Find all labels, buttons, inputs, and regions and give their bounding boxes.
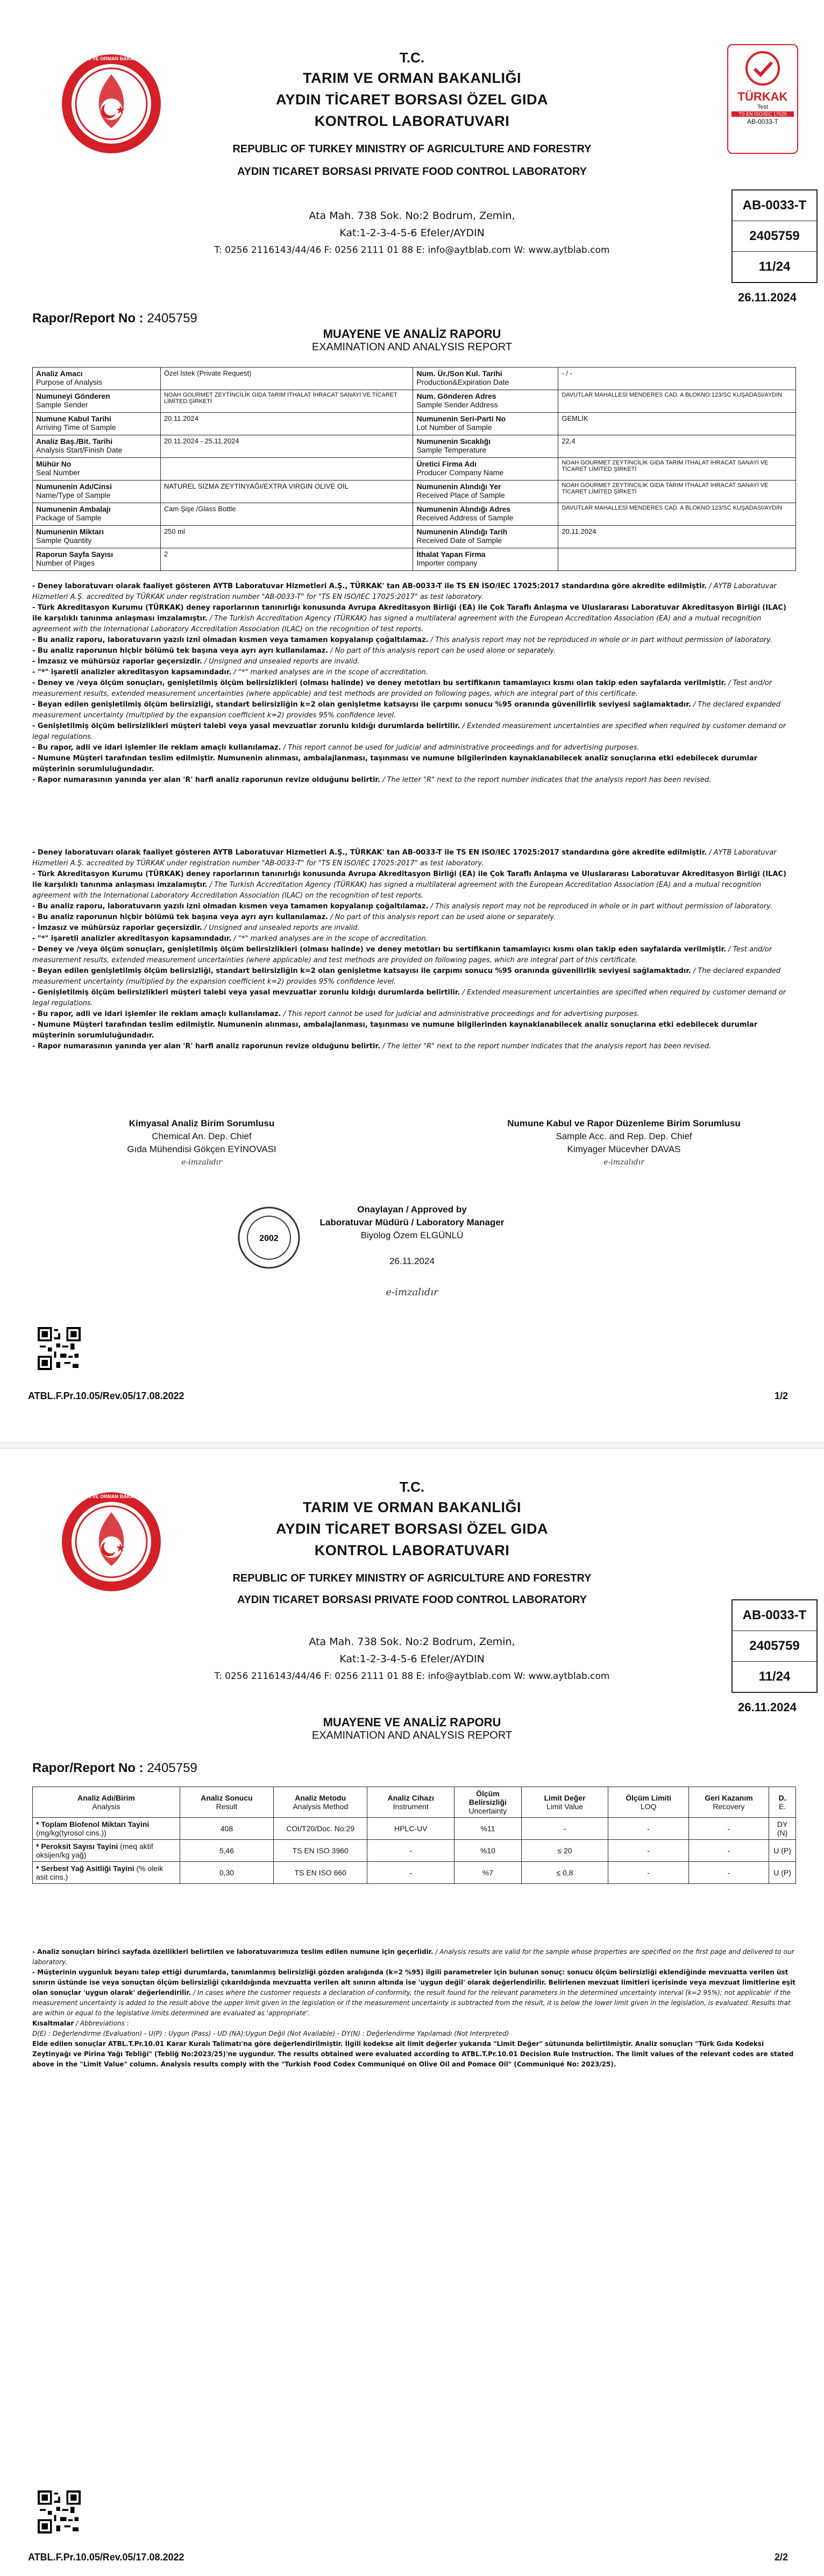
info-label-en: Name/Type of Sample [36,491,111,499]
page-number: 2/2 [775,2552,789,2563]
info-label [33,458,161,481]
info-label-tr: Numunenin Adı/Cinsi [36,482,112,491]
note-en: / Unsigned and unsealed reports are invalid. [202,924,360,932]
results-row [33,1840,796,1862]
analysis-unit: (mg/kg(tyrosol cins.)) [36,1829,106,1837]
note-tr: - Türk Akreditasyon Kurumu (TÜRKAK) deney raporlarının tanınırlığı konusunda Avrupa Akreditasyon Birliği (EA) ile Çok Taraflı Anlaşma ve Uluslararası Laboratuvar Akreditasyon Birliği (ILAC) ile karşılıklı tanınma anlaşması imzalamıştır. [32,870,786,889]
form-code: ATBL.F.Pr.10.05/Rev.05/17.08.2022 [28,1391,184,1401]
note-en: / "*" marked analyses are in the scope of accreditation. [231,935,428,943]
info-label-en: Importer company [416,559,478,567]
info-label [413,503,558,526]
info-value: NOAH GOURMET ZEYTİNCİLİK GIDA TARIM İTHALAT İHRACAT SANAYİ VE TİCARET LİMİTED ŞİRKETİ [558,458,796,481]
result-limit: - [521,1818,608,1840]
info-label-tr: Analiz Amacı [36,369,83,378]
svg-text:2002: 2002 [259,1234,279,1243]
info-label [33,413,161,435]
result-rec: - [688,1840,769,1862]
note-tr: - Bu rapor, adli ve idari işlemler ile reklam amaçlı kullanılamaz. [32,744,281,752]
note-en: / This analysis report may not be reproduced in whole or in part without permission of laboratory. [428,902,772,911]
note-line [32,987,796,1009]
header-lab-en: AYDIN TICARET BORSASI PRIVATE FOOD CONTROL LABORATORY [237,1594,587,1606]
note-tr: - Numune Müşteri tarafından teslim edilmiştir. Numunenin alınması, ambalajlanması, taşınması ve numune bilgilerinden kaynaklanabilecek analiz sonuçlarına etki edebilecek durumlar müşterinin sorumluluğundadır. [32,754,758,773]
info-label-tr: Numunenin Sıcaklığı [416,437,491,446]
result-loq: - [608,1818,688,1840]
report-no-box: 2405759 [733,1631,816,1661]
svg-text:TARIM VE ORMAN BAKANLIĞI: TARIM VE ORMAN BAKANLIĞI [76,56,147,61]
analysis-title: * Toplam Biofenol Miktarı Tayini [36,1820,150,1829]
result-limit: ≤ 20 [521,1840,608,1862]
id-box [731,189,818,283]
note-line [32,869,796,901]
note-tr: - Rapor numarasının yanında yer alan 'R' harfi analiz raporunun revize olduğunu belirtir. [32,776,380,784]
results-header-en: Analysis [92,1802,120,1811]
analysis-title: * Serbest Yağ Asitliği Tayini [36,1864,134,1873]
info-label-en: Purpose of Analysis [36,378,102,386]
address-line-2: Kat:1-2-3-4-5-6 Efeler/AYDIN [339,1653,485,1665]
results-header-tr: Limit Değer [544,1794,586,1802]
results-header [769,1787,796,1818]
note-line [32,934,796,944]
info-label-en: Analysis Start/Finish Date [36,446,123,454]
info-label [413,413,558,435]
results-header-en: Instrument [393,1802,429,1811]
note-en: / This analysis report may not be reproduced in whole or in part without permission of laboratory. [428,636,772,644]
note-tr: - Beyan edilen genişletilmiş ölçüm belirsizliği, standart belirsizliğin k=2 olan genişletme katsayısı ile çarpımı sonucu %95 oranında güvenilirlik seviyesi sağlamaktadır. [32,967,691,975]
info-label-tr: Numunenin Alındığı Yer [416,482,501,491]
note-line [32,2029,796,2039]
info-label-en: Arriving Time of Sample [36,423,116,432]
info-value: Özel İstek (Private Request) [160,368,413,390]
note-line [32,944,796,966]
info-label-en: Sample Sender Address [416,400,498,409]
results-header-tr: Ölçüm Limiti [626,1794,671,1802]
header-tc: T.C. [399,50,425,66]
info-value: DAVUTLAR MAHALLESİ MENDERES CAD. A BLOKNO:123/SC KUŞADASI/AYDIN [558,503,796,526]
result-loq: - [608,1862,688,1884]
result-instrument: - [367,1862,454,1884]
result-instrument: - [367,1840,454,1862]
note-tr: Elde edilen sonuçlar ATBL.T.Pr.10.01 Karar Kuralı Talimatı'na göre değerlendirilmiştir. İlgili kodekse ait limit değerler yukarıda "Limit Değer" sütununda belirtilmiştir. Analiz sonuçları "Türk Gıda Kodeksi Zeytinyağı ve Pirina Yağı Tebliği" (Tebliğ No:2023/25)'ne uygundur. The results obtained were evaluated according to ATBL.T.Pr.10.01 Decision Rule Instruction. The limit values of the relevant codes are stated above in the "Limit Value" column. Analysis results comply with the "Turkish Food Codex Communiqué on Olive Oil and Pomace Oil" (Communiqué No: 2023/25). [32,2040,794,2068]
signature-approver: Onaylayan / Approved by Laboratuvar Müdürü / Laboratory Manager Biyolog Özem ELGÜNLÜ 26.11.2024 e-imzalıdır [319,1204,505,1298]
info-label-en: Received Date of Sample [416,536,502,545]
header-tc: T.C. [399,1479,425,1495]
signature-right: Numune Kabul ve Rapor Düzenleme Birim Sorumlusu Sample Acc. and Rep. Dep. Chief Kimyager Mücevher DAVAS e-imzalıdır [507,1118,741,1167]
info-label-tr: Raporun Sayfa Sayısı [36,550,113,559]
results-header-tr: Analiz Metodu [295,1794,346,1802]
results-header [33,1787,180,1818]
info-label-en: Production&Expiration Date [416,378,509,386]
results-row [33,1818,796,1840]
header-lab-en: AYDIN TICARET BORSASI PRIVATE FOOD CONTROL LABORATORY [237,166,587,178]
info-label-tr: Num. Gönderen Adres [416,392,496,400]
info-label-en: Sample Temperature [416,446,487,454]
results-header-tr: Analiz Sonucu [201,1794,253,1802]
note-en: / Extended measurement uncertainties are specified when required by customer demand or legal regulations. [32,722,786,741]
result-limit: ≤ 0,8 [521,1862,608,1884]
info-value: 20.11.2024 [160,413,413,435]
header-ministry-en: REPUBLIC OF TURKEY MINISTRY OF AGRICULTURE AND FORESTRY [232,143,592,155]
address-line-1: Ata Mah. 738 Sok. No:2 Bodrum, Zemin, [309,1636,515,1648]
header-lab-name: AYDIN TİCARET BORSASI ÖZEL GIDA [275,1521,549,1537]
info-value: 250 ml [160,526,413,548]
note-en: / The declared expanded measurement uncertainty (multiplied by the expansion coefficient k=2) provides 95% confidence level. [32,967,781,986]
legal-notes-repeat [32,848,796,1052]
address-line-1: Ata Mah. 738 Sok. No:2 Bodrum, Zemin, [309,210,515,222]
results-header [367,1787,454,1818]
info-label-tr: Üretici Firma Adı [416,460,477,468]
info-label [413,435,558,458]
result-result: 408 [180,1818,273,1840]
note-line [32,2019,796,2029]
result-result: 0,30 [180,1862,273,1884]
note-line [32,721,796,743]
result-rec: - [688,1862,769,1884]
note-en: / This report cannot be used for judicial and administrative proceedings and for advertising purposes. [281,744,640,752]
results-header-en: Result [216,1802,238,1811]
info-value: NATUREL SIZMA ZEYTİNYAĞI/EXTRA VIRGIN OLIVE OIL [160,481,413,503]
qr-code-icon[interactable] [38,2490,81,2533]
report-date: 26.11.2024 [738,1700,797,1714]
info-value: 20.11.2024 [558,526,796,548]
results-header [688,1787,769,1818]
info-label-tr: Numunenin Alındığı Tarih [416,527,508,536]
result-de: U (P) [769,1862,796,1884]
note-tr: - Bu analiz raporunun hiçbir bölümü tek başına veya ayrı ayrı kullanılamaz. [32,647,329,655]
report-number: Rapor/Report No : 2405759 [32,1761,197,1775]
note-line [32,1009,796,1020]
report-title: MUAYENE VE ANALİZ RAPORU EXAMINATION AND ANALYSIS REPORT [311,1716,513,1741]
note-en: / The Turkish Accreditation Agency (TÜRKAK) has signed a multilateral agreement with the European Accreditation Association (EA) and a mutual recognition agreement with the International Laboratory Accreditation Association (ILAC) on the recognition of test reports. [32,615,762,633]
results-header-en: LOQ [640,1802,657,1811]
note-line [32,901,796,912]
note-tr: - Deney ve /veya ölçüm sonuçları, genişletilmiş ölçüm belirsizlikleri (olması halinde) ve deney metotları bu sertifikanın tamamlayıcı kısmı olan takip eden sayfalarda verilmiştir. [32,679,726,687]
info-label [413,526,558,548]
results-header [521,1787,608,1818]
note-en: / Abbreviations : [74,2020,129,2027]
note-en: / AYTB Laboratuvar Hizmetleri A.Ş. accredited by TÜRKAK under registration number "AB-0033-T" for "TS EN ISO/IEC 17025:2017" as test laboratory. [32,849,777,867]
info-value: Cam Şişe /Glass Bottle [160,503,413,526]
info-row [33,503,796,526]
info-label-en: Seal Number [36,468,80,477]
note-line [32,1041,796,1052]
note-tr: - Deney laboratuvarı olarak faaliyet gösteren AYTB Laboratuvar Hizmetleri A.Ş., TÜRKAK' tan AB-0033-T ile TS EN ISO/IEC 17025:2017 standardına göre akredite edilmiştir. [32,849,707,857]
report-no-box: 2405759 [733,221,816,251]
info-label [413,368,558,390]
header-lab-type: KONTROL LABORATUVARI [314,1542,510,1558]
note-en: / The declared expanded measurement uncertainty (multiplied by the expansion coefficient k=2) provides 95% confidence level. [32,701,781,719]
results-header [180,1787,273,1818]
note-tr: - Türk Akreditasyon Kurumu (TÜRKAK) deney raporlarının tanınırlığı konusunda Avrupa Akreditasyon Birliği (EA) ile Çok Taraflı Anlaşma ve Uluslararası Laboratuvar Akreditasyon Birliği (ILAC) ile karşılıklı tanınma anlaşması imzalamıştır. [32,604,786,623]
header-lab-name: AYDIN TİCARET BORSASI ÖZEL GIDA [275,91,549,108]
contact-line: T: 0256 2116143/44/46 F: 0256 2111 01 88 E: info@aytblab.com W: www.aytblab.com [214,1671,610,1682]
analysis-name [33,1862,180,1884]
info-row [33,481,796,503]
note-en: / AYTB Laboratuvar Hizmetleri A.Ş. accredited by TÜRKAK under registration number "AB-0033-T" for "TS EN ISO/IEC 17025:2017" as test laboratory. [32,582,777,601]
turkak-logo: TÜRKAK Test TS EN ISO/IEC 17025 AB-0033-T [727,44,798,154]
qr-code-icon[interactable] [38,1327,81,1370]
note-tr: - Bu analiz raporu, laboratuvarın yazılı izni olmadan kısmen veya tamamen kopyalanıp çoğaltılamaz. [32,902,429,911]
result-instrument: HPLC-UV [367,1818,454,1840]
sample-info-table [32,367,796,571]
info-label-en: Sample Sender [36,400,88,409]
svg-text:TARIM VE ORMAN BAKANLIĞI: TARIM VE ORMAN BAKANLIĞI [76,1494,147,1499]
note-tr: - "*" işaretli analizler akreditasyon kapsamındadır. [32,668,232,676]
results-header-en: Recovery [713,1802,745,1811]
info-label [33,368,161,390]
note-en: / Analysis results are valid for the sample whose properties are specified on the first page and delivered to our laboratory. [32,1948,794,1966]
analysis-title: * Peroksit Sayısı Tayini [36,1842,118,1851]
results-header-en: Limit Value [546,1802,584,1811]
note-line [32,603,796,635]
note-en: / Test and/or measurement results, extended measurement uncertainties (where applicable) and test methods are provided on following pages, which are integral part of this certificate. [32,679,772,698]
results-header [608,1787,688,1818]
result-method: COI/T20/Doc. No:29 [274,1818,367,1840]
info-label-en: Received Address of Sample [416,513,514,522]
header-ministry: TARIM VE ORMAN BAKANLIĞI [303,70,521,86]
info-value: GEMLİK [558,413,796,435]
note-tr: - Beyan edilen genişletilmiş ölçüm belirsizliği, standart belirsizliğin k=2 olan genişletme katsayısı ile çarpımı sonucu %95 oranında güvenilirlik seviyesi sağlamaktadır. [32,701,691,709]
note-en: / No part of this analysis report can be used alone or separately. [328,647,556,655]
note-tr: - Bu rapor, adli ve idari işlemler ile reklam amaçlı kullanılamaz. [32,1010,281,1018]
note-tr: Kısaltmalar [32,2020,74,2027]
note-line [32,646,796,657]
info-label [33,481,161,503]
info-row [33,526,796,548]
note-line [32,678,796,700]
info-label-tr: Numunenin Alındığı Adres [416,505,511,513]
note-line [32,667,796,678]
results-table [32,1787,796,1884]
info-label [413,548,558,571]
info-label-en: Received Place of Sample [416,491,505,499]
note-line [32,1947,796,1967]
results-header-tr: Geri Kazanım [705,1794,753,1802]
info-label-en: Lot Number of Sample [416,423,492,432]
header-ministry-en: REPUBLIC OF TURKEY MINISTRY OF AGRICULTURE AND FORESTRY [232,1572,592,1584]
info-value: NOAH GOURMET ZEYTİNCİLİK GIDA TARIM İTHALAT İHRACAT SANAYİ VE TİCARET LİMİTED ŞİRKETİ [558,481,796,503]
results-header-en: E. [778,1802,786,1811]
accreditation-no: AB-0033-T [742,198,807,213]
note-en: / The letter "R" next to the report number indicates that the analysis report has been revised. [380,776,712,784]
accreditation-no: AB-0033-T [742,1608,807,1622]
info-label-tr: Numuneyi Gönderen [36,392,110,400]
result-method: TS EN ISO 3960 [274,1840,367,1862]
info-row [33,368,796,390]
note-tr: - Rapor numarasının yanında yer alan 'R' harfi analiz raporunun revize olduğunu belirtir. [32,1042,380,1050]
result-unc: %7 [454,1862,521,1884]
note-line [32,743,796,753]
note-en: / In cases where the customer requests a declaration of conformity, the result found for the relevant parameters in the determined uncertainty interval (k=2 95%); not applicable' if the measurement uncertainty is added to the result above the upper limit given in the legislation or if the measurement uncertainty is subtracted from the result, it is below the lower limit given in the legislation, is evaluated. Results that are within or equal to the legislative limits determined are evaluated as 'appropriate'. [32,1989,791,2017]
header-lab-type: KONTROL LABORATUVARI [314,113,510,129]
note-en: / "*" marked analyses are in the scope of accreditation. [231,668,428,676]
note-line [32,912,796,923]
info-label [33,526,161,548]
note-line [32,635,796,646]
note-en: / Test and/or measurement results, extended measurement uncertainties (where applicable) and test methods are provided on following pages, which are integral part of this certificate. [32,945,772,964]
result-de: U (P) [769,1840,796,1862]
analysis-unit: (meq aktif oksijen/kg yağ) [36,1842,153,1859]
info-value: - / - [558,368,796,390]
header-ministry: TARIM VE ORMAN BAKANLIĞI [303,1499,521,1515]
results-header-en: Uncertainty [468,1806,507,1815]
address-line-2: Kat:1-2-3-4-5-6 Efeler/AYDIN [339,227,485,239]
report-date: 26.11.2024 [738,291,797,304]
info-value: 2 [160,548,413,571]
result-method: TS EN ISO 660 [274,1862,367,1884]
note-line [32,581,796,603]
info-row [33,458,796,481]
info-row [33,435,796,458]
report-page-2 [0,1448,824,2576]
note-line [32,966,796,987]
info-label-tr: Numunenin Miktarı [36,527,104,536]
info-label [33,503,161,526]
note-tr: - İmzasız ve mühürsüz raporlar geçersizdir. [32,924,202,932]
page-number: 1/2 [775,1391,789,1401]
note-en: / Extended measurement uncertainties are specified when required by customer demand or legal regulations. [32,989,786,1007]
info-label-tr: Num. Ür./Son Kul. Tarihi [416,369,502,378]
note-en: D(E) : Değerlendirme (Evaluation) - U(P) : Uygun (Pass) - UD (NA):Uygun Değil (Not Available) - DY(N) : Değerlendirme Yapılamadı (Not Interpreted) [32,2030,509,2037]
note-en: / No part of this analysis report can be used alone or separately. [328,913,556,921]
info-row [33,548,796,571]
id-box [731,1599,818,1693]
info-value: 20.11.2024 - 25.11.2024 [160,435,413,458]
signature-left: Kimyasal Analiz Birim Sorumlusu Chemical An. Dep. Chief Gıda Mühendisi Gökçen EYİNOVASI e-imzalıdır [127,1118,276,1167]
result-de: DY (N) [769,1818,796,1840]
contact-line: T: 0256 2116143/44/46 F: 0256 2111 01 88 E: info@aytblab.com W: www.aytblab.com [214,245,610,256]
results-row [33,1862,796,1884]
form-code: ATBL.F.Pr.10.05/Rev.05/17.08.2022 [28,2552,184,2563]
result-loq: - [608,1840,688,1862]
results-header-tr: Ölçüm Belirsizliği [468,1789,507,1806]
results-header [274,1787,367,1818]
note-tr: - İmzasız ve mühürsüz raporlar geçersizdir. [32,658,202,666]
note-tr: - Müşterinin uygunluk beyanı talep ettiği durumlarda, tanımlanmış belirsizliği gözden aralığında (k=2 %95) ilgili parametreler için bulunan sonuç: sonucu ölçüm belirsizliği eklendiğinde mevzuatta verilen üst sınırın üstünde ise veya sonuçtan ölçüm belirsizliği çıkarıldığında mevzuatta verilen alt sınırın altında ise 'uygun değil' olarak değerlendirilir. Belirlenen mevzuat limitleri içerisinde veya mevzuat limitlerine eşit olan sonuçlar 'uygun olarak' değerlendirilir. [32,1968,795,1996]
info-label-tr: Numune Kabul Tarihi [36,414,111,423]
note-en: / The letter "R" next to the report number indicates that the analysis report has been revised. [380,1042,712,1050]
info-value: DAVUTLAR MAHALLESİ MENDERES CAD. A BLOKNO:123/SC KUŞADASI/AYDIN [558,390,796,413]
result-notes [32,1947,796,2070]
info-value [558,548,796,571]
note-tr: - Deney laboratuvarı olarak faaliyet gösteren AYTB Laboratuvar Hizmetleri A.Ş., TÜRKAK' tan AB-0033-T ile TS EN ISO/IEC 17025:2017 standardına göre akredite edilmiştir. [32,582,707,590]
results-header [454,1787,521,1818]
note-line [32,923,796,934]
result-rec: - [688,1818,769,1840]
info-value [160,458,413,481]
info-label-en: Number of Pages [36,559,95,567]
analysis-name [33,1818,180,1840]
info-value: NOAH GOURMET ZEYTİNCİLİK GIDA TARIM İTHALAT İHRACAT SANAYİ VE TİCARET LİMİTED ŞİRKETİ [160,390,413,413]
results-header-tr: Analiz Cihazı [387,1794,434,1802]
page-code: 11/24 [733,1661,816,1692]
info-row [33,390,796,413]
info-label-tr: Numunenin Seri-Parti No [416,414,506,423]
note-tr: - Bu analiz raporunun hiçbir bölümü tek başına veya ayrı ayrı kullanılamaz. [32,913,329,921]
note-en: / Unsigned and unsealed reports are invalid. [202,658,360,666]
note-tr: - Numune Müşteri tarafından teslim edilmiştir. Numunenin alınması, ambalajlanması, taşınması ve numune bilgilerinden kaynaklanabilecek analiz sonuçlarına etki edebilecek durumlar müşterinin sorumluluğundadır. [32,1021,758,1040]
note-tr: - Deney ve /veya ölçüm sonuçları, genişletilmiş ölçüm belirsizlikleri (olması halinde) ve deney metotları bu sertifikanın tamamlayıcı kısmı olan takip eden sayfalarda verilmiştir. [32,945,726,954]
note-tr: - "*" işaretli analizler akreditasyon kapsamındadır. [32,935,232,943]
note-line [32,1967,796,2019]
note-tr: - Bu analiz raporu, laboratuvarın yazılı izni olmadan kısmen veya tamamen kopyalanıp çoğaltılamaz. [32,636,429,644]
note-line [32,700,796,721]
report-number: Rapor/Report No : 2405759 [32,311,197,326]
info-label [33,548,161,571]
note-line [32,753,796,775]
note-en: / This report cannot be used for judicial and administrative proceedings and for advertising purposes. [281,1010,640,1018]
note-en: / The Turkish Accreditation Agency (TÜRKAK) has signed a multilateral agreement with the European Accreditation Association (EA) and a mutual recognition agreement with the International Laboratory Accreditation Association (ILAC) on the recognition of test reports. [32,881,762,900]
info-label-en: Producer Company Name [416,468,504,477]
info-label-tr: Analiz Baş./Bit. Tarihi [36,437,113,446]
note-line [32,2039,796,2070]
info-value: 22,4 [558,435,796,458]
info-label [413,390,558,413]
analysis-unit: (% oleik asit cins.) [36,1864,164,1881]
result-unc: %10 [454,1840,521,1862]
info-label [413,481,558,503]
results-header-tr: D. [778,1794,786,1802]
info-label [413,458,558,481]
note-line [32,775,796,786]
note-line [32,848,796,869]
results-header-tr: Analiz Adı/Birim [77,1794,135,1802]
note-tr: - Genişletilmiş ölçüm belirsizlikleri müşteri talebi veya yasal mevzuatlar zorunlu kıldığı durumlarda belirtilir. [32,989,460,997]
result-unc: %11 [454,1818,521,1840]
note-line [32,657,796,667]
info-label-en: Package of Sample [36,513,102,522]
result-result: 5,46 [180,1840,273,1862]
info-label [33,435,161,458]
report-title: MUAYENE VE ANALİZ RAPORU EXAMINATION AND ANALYSIS REPORT [311,327,513,353]
note-tr: - Genişletilmiş ölçüm belirsizlikleri müşteri talebi veya yasal mevzuatlar zorunlu kıldığı durumlarda belirtilir. [32,722,460,730]
results-header-en: Analysis Method [293,1802,349,1811]
note-tr: - Analiz sonuçları birinci sayfada özellikleri belirtilen ve laboratuvarımıza teslim edilen numune için geçerlidir. [32,1948,434,1956]
note-line [32,1020,796,1041]
page-code: 11/24 [733,251,816,282]
info-label-tr: Mühür No [36,460,72,468]
info-label-tr: Numunenin Ambalajı [36,505,111,513]
analysis-name [33,1840,180,1862]
info-label-tr: İthalat Yapan Firma [416,550,486,559]
info-row [33,413,796,435]
legal-notes [32,581,796,786]
info-label-en: Sample Quantity [36,536,92,545]
info-label [33,390,161,413]
